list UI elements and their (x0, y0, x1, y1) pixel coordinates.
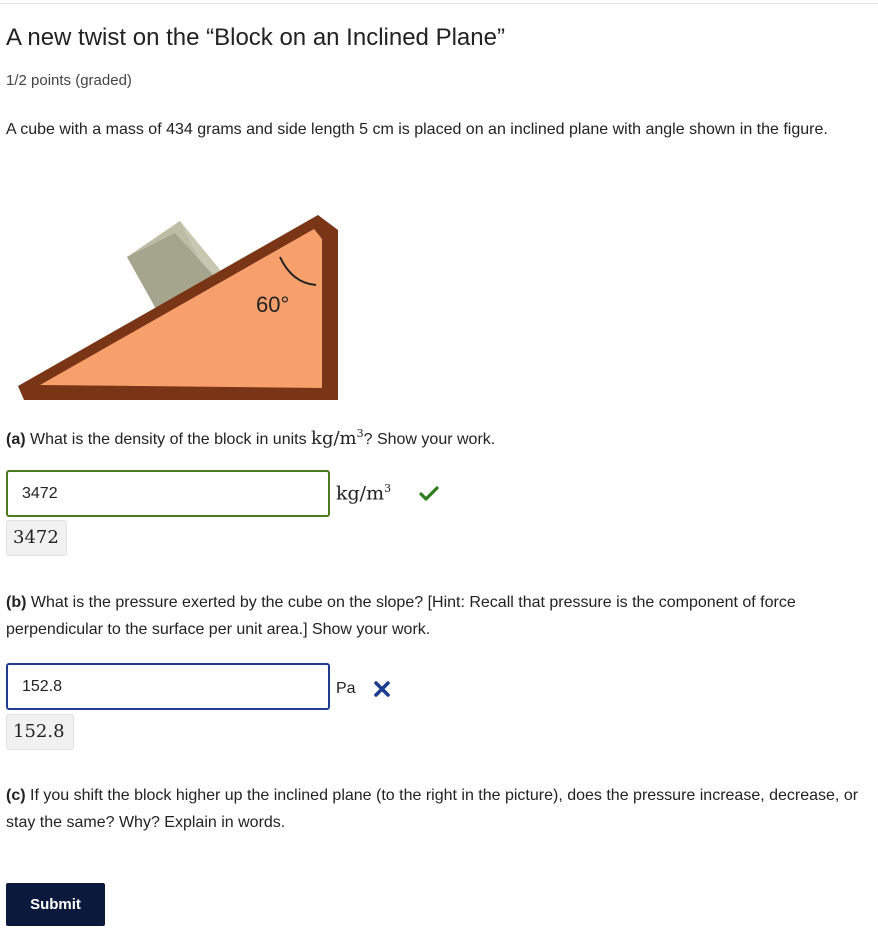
question-b-text: What is the pressure exerted by the cube on the slope? [Hint: Recall that pressure is the component of force perpendicular to the surface per unit area.] Show your work. (6, 594, 796, 638)
answer-a-unit-exp: 3 (384, 482, 392, 495)
cross-icon (373, 680, 391, 698)
answer-b-input[interactable]: 152.8 (6, 663, 330, 710)
question-c (6, 782, 866, 836)
question-a-text-before: What is the density of the block in units (25, 431, 312, 448)
checkmark-icon (419, 486, 439, 502)
answer-a-unit-base: kg/m (336, 482, 385, 505)
question-a-unit-exp: 3 (356, 427, 364, 440)
question-a (6, 420, 866, 453)
problem-title: A new twist on the “Block on an Inclined Plane” (6, 24, 505, 51)
problem-intro: A cube with a mass of 434 grams and side length 5 cm is placed on an inclined plane with angle shown in the figure. (6, 121, 828, 138)
inclined-plane-figure (16, 205, 341, 400)
question-b-label: (b) (6, 594, 27, 611)
question-a-label: (a) (6, 431, 26, 448)
points-label: 1/2 points (graded) (6, 72, 132, 89)
question-c-text: If you shift the block higher up the inclined plane (to the right in the picture), does the pressure increase, decrease, or stay the same? Why? Explain in words. (6, 787, 859, 831)
angle-label: 60° (256, 292, 290, 317)
question-a-unit-base: kg/m (311, 428, 357, 449)
answer-a-input[interactable]: 3472 (6, 470, 330, 517)
question-b (6, 589, 866, 643)
question-a-text-after: ? Show your work. (363, 431, 496, 448)
top-divider (0, 3, 878, 4)
answer-a-preview: 3472 (6, 520, 67, 556)
question-c-label: (c) (6, 787, 26, 804)
answer-b-unit: Pa (336, 680, 356, 697)
submit-button[interactable]: Submit (6, 883, 105, 926)
answer-a-unit (336, 482, 391, 504)
question-a-unit (311, 428, 364, 449)
answer-b-preview: 152.8 (6, 714, 74, 750)
